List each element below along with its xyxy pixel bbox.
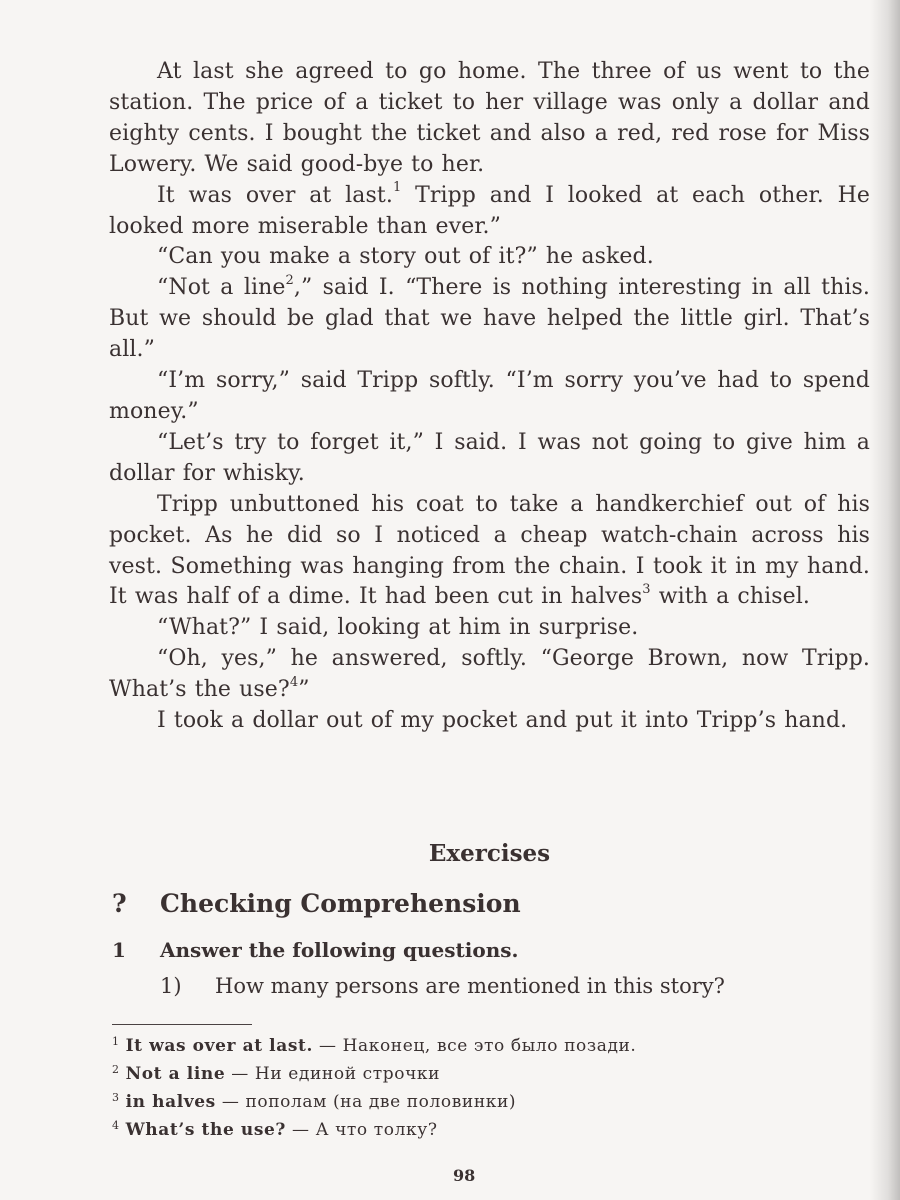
question-mark-icon: ? [112, 889, 127, 918]
paragraph-text: “Can you make a story out of it?” he asked. [157, 244, 654, 270]
footnote-translation: — Ни единой строчки [225, 1064, 441, 1084]
paragraph-text: Tripp unbuttoned his coat to take a handkerchief out of his pocket. As he did so I noticed a cheap watch-chain across his vest. Something was hanging from the chain. I took it in my hand. It was half of a dime. It had been cut in halves [109, 491, 870, 610]
footnote [112, 1117, 636, 1145]
footnote [112, 1033, 636, 1061]
paragraph-text: “I’m sorry,” said Tripp softly. “I’m sorry you’ve had to spend money.” [109, 368, 870, 424]
footnote-term: It was over at last. [125, 1036, 313, 1056]
footnotes [112, 1033, 636, 1145]
footnote-number: 1 [112, 1035, 120, 1048]
footnote [112, 1089, 636, 1117]
task-text: Answer the following questions. [160, 938, 519, 962]
footnote-term: What’s the use? [125, 1120, 286, 1140]
footnote-reference: 4 [289, 674, 299, 690]
footnote-translation: — А что толку? [286, 1120, 438, 1140]
footnote-term: in halves [125, 1092, 216, 1112]
paragraph-text: “Let’s try to forget it,” I said. I was not going to give him a dollar for whisky. [109, 429, 870, 486]
question-item [160, 974, 725, 998]
paragraph-text: with a chisel. [650, 584, 810, 610]
paragraph-text: ,” said I. “There is nothing interesting in all this. But we should be glad that we have helped the little girl. That’s all.” [109, 275, 870, 363]
story-paragraph [109, 428, 870, 490]
task-instruction [112, 938, 518, 962]
footnote-number: 4 [112, 1119, 120, 1132]
story-paragraph [109, 242, 870, 273]
footnote-number: 3 [112, 1091, 120, 1104]
paragraph-text: “What?” I said, looking at him in surprise. [157, 615, 639, 641]
paragraph-text: Tripp and I looked at each other. He looked more miserable than ever.” [109, 182, 871, 239]
story-paragraph [109, 490, 870, 614]
paragraph-text: “Oh, yes,” he answered, softly. “George Brown, now Tripp. What’s the use? [109, 646, 870, 703]
story-paragraph [109, 366, 870, 428]
paragraph-text: At last she agreed to go home. The three of us went to the station. The price of a ticket to her village was only a dollar and eighty cents. I bought the ticket and also a red, red rose for Miss Lowery. We said good-bye to her. [109, 59, 870, 177]
question-text: How many persons are mentioned in this story? [215, 974, 725, 998]
story-paragraph [109, 644, 870, 706]
footnote-reference: 3 [642, 582, 651, 598]
section-heading-text: Checking Comprehension [160, 889, 521, 918]
book-page [109, 57, 871, 1140]
paragraph-text: It was over at last. [157, 182, 393, 208]
task-number: 1 [112, 938, 126, 962]
footnote-reference: 2 [285, 273, 294, 289]
paragraph-text: ” [298, 677, 310, 703]
footnote-reference: 1 [392, 180, 402, 196]
footnote-translation: — пополам (на две половинки) [215, 1092, 517, 1112]
footnote-divider [112, 1024, 252, 1025]
paragraph-text: “Not a line [157, 275, 286, 301]
footnote [112, 1061, 636, 1089]
exercises-title: Exercises [428, 840, 551, 867]
story-paragraph [109, 273, 870, 366]
footnote-term: Not a line [125, 1064, 226, 1084]
story-text [109, 57, 870, 737]
story-paragraph [109, 181, 870, 243]
section-heading [112, 889, 521, 918]
footnote-number: 2 [112, 1063, 120, 1076]
paragraph-text: I took a dollar out of my pocket and put it into Tripp’s hand. [157, 708, 848, 734]
story-paragraph [109, 706, 870, 737]
footnote-translation: — Наконец, все это было позади. [312, 1036, 637, 1056]
question-number: 1) [160, 974, 182, 998]
page-number: 98 [453, 1166, 476, 1185]
story-paragraph [109, 57, 870, 181]
story-paragraph [109, 613, 870, 644]
page-edge-shadow [870, 0, 900, 1200]
